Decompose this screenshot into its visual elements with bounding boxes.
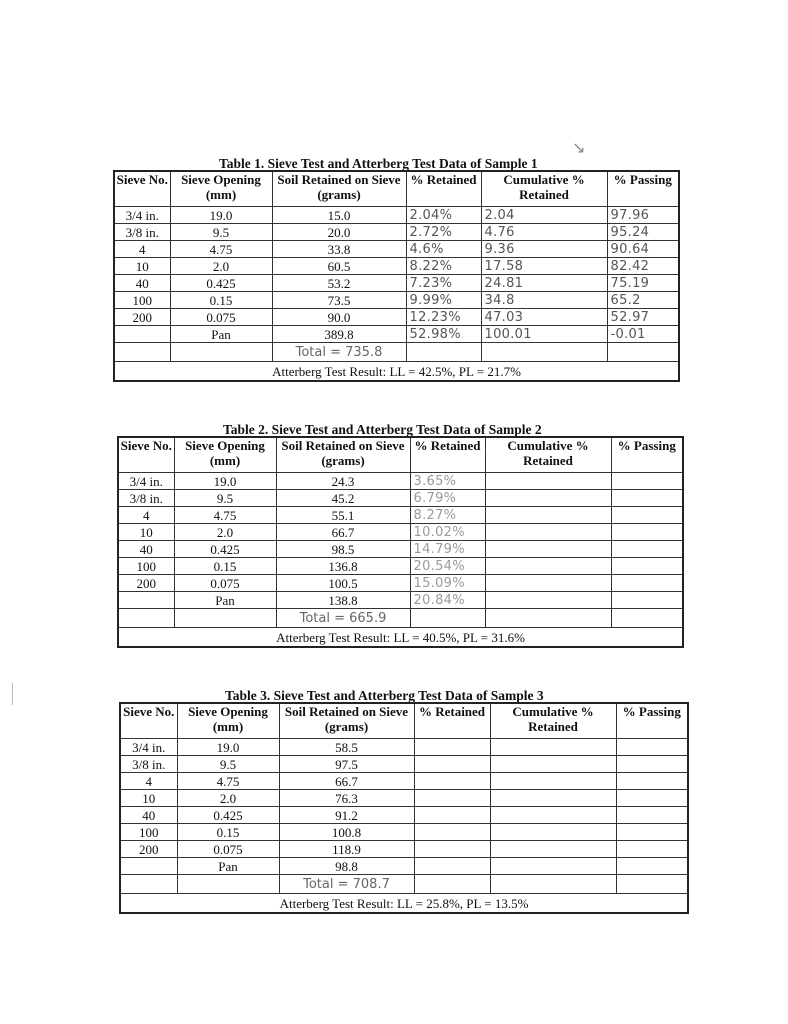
cell-sieve-opening: 9.5 (174, 490, 276, 507)
cell-pct-retained: 20.54% (410, 558, 485, 575)
cell-sieve-opening: 9.5 (170, 224, 272, 241)
scan-edge-mark (12, 683, 13, 705)
cell-pct-passing (611, 575, 683, 592)
cell-pct-retained: 15.09% (410, 575, 485, 592)
cell-sieve-no: 4 (120, 773, 177, 790)
cell-sieve-no: 200 (118, 575, 174, 592)
empty-cell (410, 609, 485, 628)
cell-sieve-no: 3/8 in. (120, 756, 177, 773)
table-row (114, 207, 679, 224)
cell-soil-retained: 53.2 (272, 275, 406, 292)
cell-sieve-no: 200 (120, 841, 177, 858)
sieve-data-table (113, 170, 680, 382)
table-row (120, 773, 688, 790)
cell-cum-pct-retained (485, 541, 611, 558)
cell-soil-retained: 20.0 (272, 224, 406, 241)
pen-arrow-mark: ↘ (572, 138, 586, 157)
table-row (120, 756, 688, 773)
cell-cum-pct-retained (490, 756, 616, 773)
cell-pct-passing: 97.96 (607, 207, 679, 224)
cell-sieve-no (114, 326, 170, 343)
empty-cell (170, 343, 272, 362)
hdr-cum-pct-retained: Cumulative % Retained (490, 703, 616, 739)
hdr-soil-retained: Soil Retained on Sieve (grams) (279, 703, 414, 739)
table-row (118, 473, 683, 490)
cell-pct-retained (414, 739, 490, 756)
header-row (118, 437, 683, 473)
cell-soil-retained: 90.0 (272, 309, 406, 326)
cell-pct-passing: 75.19 (607, 275, 679, 292)
cell-cum-pct-retained: 47.03 (481, 309, 607, 326)
hdr-pct-retained: % Retained (410, 437, 485, 473)
table-title: Table 3. Sieve Test and Atterberg Test Data of Sample 3 (225, 688, 544, 703)
cell-pct-retained: 2.04% (406, 207, 481, 224)
cell-pct-retained (414, 824, 490, 841)
cell-cum-pct-retained (485, 575, 611, 592)
cell-pct-retained: 14.79% (410, 541, 485, 558)
table-row (114, 241, 679, 258)
total-grams: Total = 665.9 (276, 609, 410, 628)
cell-cum-pct-retained (485, 507, 611, 524)
cell-sieve-opening: 0.075 (174, 575, 276, 592)
cell-soil-retained: 66.7 (276, 524, 410, 541)
empty-cell (174, 609, 276, 628)
cell-sieve-opening: 4.75 (177, 773, 279, 790)
atterberg-result: Atterberg Test Result: LL = 25.8%, PL = 13.5% (120, 894, 688, 914)
hdr-pct-passing: % Passing (611, 437, 683, 473)
cell-sieve-no: 4 (114, 241, 170, 258)
cell-pct-retained (414, 807, 490, 824)
cell-sieve-no: 3/8 in. (114, 224, 170, 241)
cell-cum-pct-retained (490, 858, 616, 875)
cell-cum-pct-retained (490, 841, 616, 858)
cell-pct-passing (611, 524, 683, 541)
cell-soil-retained: 15.0 (272, 207, 406, 224)
cell-pct-retained (414, 858, 490, 875)
table-row (120, 790, 688, 807)
cell-soil-retained: 76.3 (279, 790, 414, 807)
cell-cum-pct-retained (485, 490, 611, 507)
table-row (114, 309, 679, 326)
cell-sieve-no: 200 (114, 309, 170, 326)
cell-sieve-no: 3/4 in. (120, 739, 177, 756)
hdr-soil-retained: Soil Retained on Sieve (grams) (276, 437, 410, 473)
cell-pct-passing (616, 773, 688, 790)
table-row (120, 841, 688, 858)
cell-cum-pct-retained (490, 739, 616, 756)
table-row (114, 258, 679, 275)
cell-sieve-no: 40 (118, 541, 174, 558)
cell-soil-retained: 118.9 (279, 841, 414, 858)
total-row (120, 875, 688, 894)
hdr-cum-pct-retained: Cumulative % Retained (485, 437, 611, 473)
table-title: Table 2. Sieve Test and Atterberg Test Data of Sample 2 (223, 422, 542, 437)
cell-pct-retained: 4.6% (406, 241, 481, 258)
cell-soil-retained: 91.2 (279, 807, 414, 824)
cell-soil-retained: 58.5 (279, 739, 414, 756)
hdr-pct-retained: % Retained (406, 171, 481, 207)
cell-cum-pct-retained: 34.8 (481, 292, 607, 309)
cell-pct-retained (414, 841, 490, 858)
total-row (114, 343, 679, 362)
cell-cum-pct-retained: 17.58 (481, 258, 607, 275)
hdr-soil-retained: Soil Retained on Sieve (grams) (272, 171, 406, 207)
cell-cum-pct-retained: 4.76 (481, 224, 607, 241)
cell-sieve-opening: Pan (177, 858, 279, 875)
cell-soil-retained: 98.8 (279, 858, 414, 875)
cell-sieve-no: 3/4 in. (114, 207, 170, 224)
cell-pct-passing: 95.24 (607, 224, 679, 241)
cell-pct-passing (611, 592, 683, 609)
empty-cell (481, 343, 607, 362)
cell-pct-passing (611, 473, 683, 490)
cell-sieve-opening: 2.0 (170, 258, 272, 275)
cell-sieve-no: 100 (114, 292, 170, 309)
cell-pct-retained: 3.65% (410, 473, 485, 490)
cell-soil-retained: 66.7 (279, 773, 414, 790)
cell-sieve-opening: 19.0 (174, 473, 276, 490)
cell-sieve-opening: Pan (174, 592, 276, 609)
table-row (118, 490, 683, 507)
cell-sieve-no: 100 (120, 824, 177, 841)
cell-sieve-no (120, 858, 177, 875)
table-row (120, 739, 688, 756)
cell-pct-passing (616, 756, 688, 773)
sieve-data-table (119, 702, 689, 914)
empty-cell (611, 609, 683, 628)
table-row (118, 575, 683, 592)
cell-soil-retained: 60.5 (272, 258, 406, 275)
hdr-sieve-opening: Sieve Opening (mm) (170, 171, 272, 207)
table-row (118, 592, 683, 609)
empty-cell (414, 875, 490, 894)
cell-pct-retained (414, 773, 490, 790)
table-row (114, 292, 679, 309)
cell-pct-retained: 20.84% (410, 592, 485, 609)
footer-row (120, 894, 688, 914)
table-row (120, 824, 688, 841)
table-row (118, 541, 683, 558)
cell-cum-pct-retained (485, 592, 611, 609)
cell-sieve-no (118, 592, 174, 609)
total-row (118, 609, 683, 628)
hdr-sieve-no: Sieve No. (118, 437, 174, 473)
cell-soil-retained: 100.8 (279, 824, 414, 841)
cell-pct-passing (616, 841, 688, 858)
cell-pct-passing: 52.97 (607, 309, 679, 326)
cell-pct-retained: 8.27% (410, 507, 485, 524)
cell-cum-pct-retained (485, 558, 611, 575)
cell-sieve-opening: 0.15 (174, 558, 276, 575)
hdr-pct-retained: % Retained (414, 703, 490, 739)
cell-pct-retained: 12.23% (406, 309, 481, 326)
cell-sieve-no: 3/4 in. (118, 473, 174, 490)
cell-sieve-no: 3/8 in. (118, 490, 174, 507)
table-row (120, 807, 688, 824)
cell-sieve-opening: 4.75 (174, 507, 276, 524)
hdr-sieve-no: Sieve No. (120, 703, 177, 739)
cell-sieve-opening: 4.75 (170, 241, 272, 258)
hdr-sieve-opening: Sieve Opening (mm) (177, 703, 279, 739)
cell-sieve-no: 10 (114, 258, 170, 275)
cell-soil-retained: 73.5 (272, 292, 406, 309)
cell-pct-passing (616, 790, 688, 807)
cell-cum-pct-retained: 100.01 (481, 326, 607, 343)
cell-soil-retained: 100.5 (276, 575, 410, 592)
cell-pct-retained (414, 756, 490, 773)
cell-sieve-opening: 0.15 (177, 824, 279, 841)
cell-pct-retained: 2.72% (406, 224, 481, 241)
cell-sieve-opening: Pan (170, 326, 272, 343)
cell-sieve-opening: 0.425 (170, 275, 272, 292)
empty-cell (118, 609, 174, 628)
cell-pct-retained: 6.79% (410, 490, 485, 507)
cell-pct-passing (611, 490, 683, 507)
hdr-pct-passing: % Passing (607, 171, 679, 207)
hdr-pct-passing: % Passing (616, 703, 688, 739)
cell-sieve-opening: 0.075 (177, 841, 279, 858)
cell-cum-pct-retained (490, 790, 616, 807)
cell-pct-passing: 82.42 (607, 258, 679, 275)
cell-sieve-opening: 0.425 (174, 541, 276, 558)
hdr-sieve-no: Sieve No. (114, 171, 170, 207)
cell-soil-retained: 55.1 (276, 507, 410, 524)
empty-cell (177, 875, 279, 894)
table-row (114, 275, 679, 292)
cell-sieve-no: 40 (114, 275, 170, 292)
table-row (114, 326, 679, 343)
cell-sieve-no: 4 (118, 507, 174, 524)
cell-cum-pct-retained (490, 824, 616, 841)
cell-soil-retained: 97.5 (279, 756, 414, 773)
cell-cum-pct-retained: 2.04 (481, 207, 607, 224)
atterberg-result: Atterberg Test Result: LL = 40.5%, PL = 31.6% (118, 628, 683, 648)
header-row (120, 703, 688, 739)
cell-sieve-opening: 19.0 (177, 739, 279, 756)
cell-sieve-opening: 0.075 (170, 309, 272, 326)
cell-pct-passing (616, 858, 688, 875)
total-grams: Total = 708.7 (279, 875, 414, 894)
cell-pct-retained: 52.98% (406, 326, 481, 343)
table-row (120, 858, 688, 875)
cell-cum-pct-retained: 9.36 (481, 241, 607, 258)
header-row (114, 171, 679, 207)
cell-pct-passing: 65.2 (607, 292, 679, 309)
cell-pct-passing (616, 807, 688, 824)
cell-pct-passing (611, 558, 683, 575)
footer-row (118, 628, 683, 648)
cell-sieve-opening: 2.0 (174, 524, 276, 541)
empty-cell (607, 343, 679, 362)
hdr-sieve-opening: Sieve Opening (mm) (174, 437, 276, 473)
cell-pct-retained (414, 790, 490, 807)
cell-soil-retained: 24.3 (276, 473, 410, 490)
cell-soil-retained: 389.8 (272, 326, 406, 343)
empty-cell (114, 343, 170, 362)
cell-cum-pct-retained (485, 524, 611, 541)
table-row (118, 507, 683, 524)
table-row (114, 224, 679, 241)
empty-cell (120, 875, 177, 894)
empty-cell (406, 343, 481, 362)
cell-pct-retained: 8.22% (406, 258, 481, 275)
cell-sieve-no: 100 (118, 558, 174, 575)
cell-soil-retained: 138.8 (276, 592, 410, 609)
cell-soil-retained: 98.5 (276, 541, 410, 558)
cell-cum-pct-retained (485, 473, 611, 490)
cell-pct-passing: 90.64 (607, 241, 679, 258)
total-grams: Total = 735.8 (272, 343, 406, 362)
cell-soil-retained: 45.2 (276, 490, 410, 507)
cell-pct-retained: 9.99% (406, 292, 481, 309)
cell-sieve-no: 10 (120, 790, 177, 807)
cell-sieve-opening: 19.0 (170, 207, 272, 224)
cell-soil-retained: 136.8 (276, 558, 410, 575)
cell-sieve-opening: 2.0 (177, 790, 279, 807)
footer-row (114, 362, 679, 382)
table-row (118, 524, 683, 541)
table-title: Table 1. Sieve Test and Atterberg Test Data of Sample 1 (219, 156, 538, 171)
cell-cum-pct-retained: 24.81 (481, 275, 607, 292)
cell-sieve-opening: 0.425 (177, 807, 279, 824)
cell-pct-passing (616, 824, 688, 841)
hdr-cum-pct-retained: Cumulative % Retained (481, 171, 607, 207)
cell-cum-pct-retained (490, 773, 616, 790)
table-row (118, 558, 683, 575)
cell-soil-retained: 33.8 (272, 241, 406, 258)
cell-sieve-no: 10 (118, 524, 174, 541)
empty-cell (616, 875, 688, 894)
cell-pct-passing: -0.01 (607, 326, 679, 343)
atterberg-result: Atterberg Test Result: LL = 42.5%, PL = 21.7% (114, 362, 679, 382)
cell-pct-retained: 10.02% (410, 524, 485, 541)
cell-pct-passing (611, 541, 683, 558)
cell-pct-passing (616, 739, 688, 756)
empty-cell (490, 875, 616, 894)
cell-sieve-no: 40 (120, 807, 177, 824)
cell-pct-retained: 7.23% (406, 275, 481, 292)
empty-cell (485, 609, 611, 628)
cell-cum-pct-retained (490, 807, 616, 824)
cell-sieve-opening: 9.5 (177, 756, 279, 773)
cell-sieve-opening: 0.15 (170, 292, 272, 309)
cell-pct-passing (611, 507, 683, 524)
sieve-data-table (117, 436, 684, 648)
